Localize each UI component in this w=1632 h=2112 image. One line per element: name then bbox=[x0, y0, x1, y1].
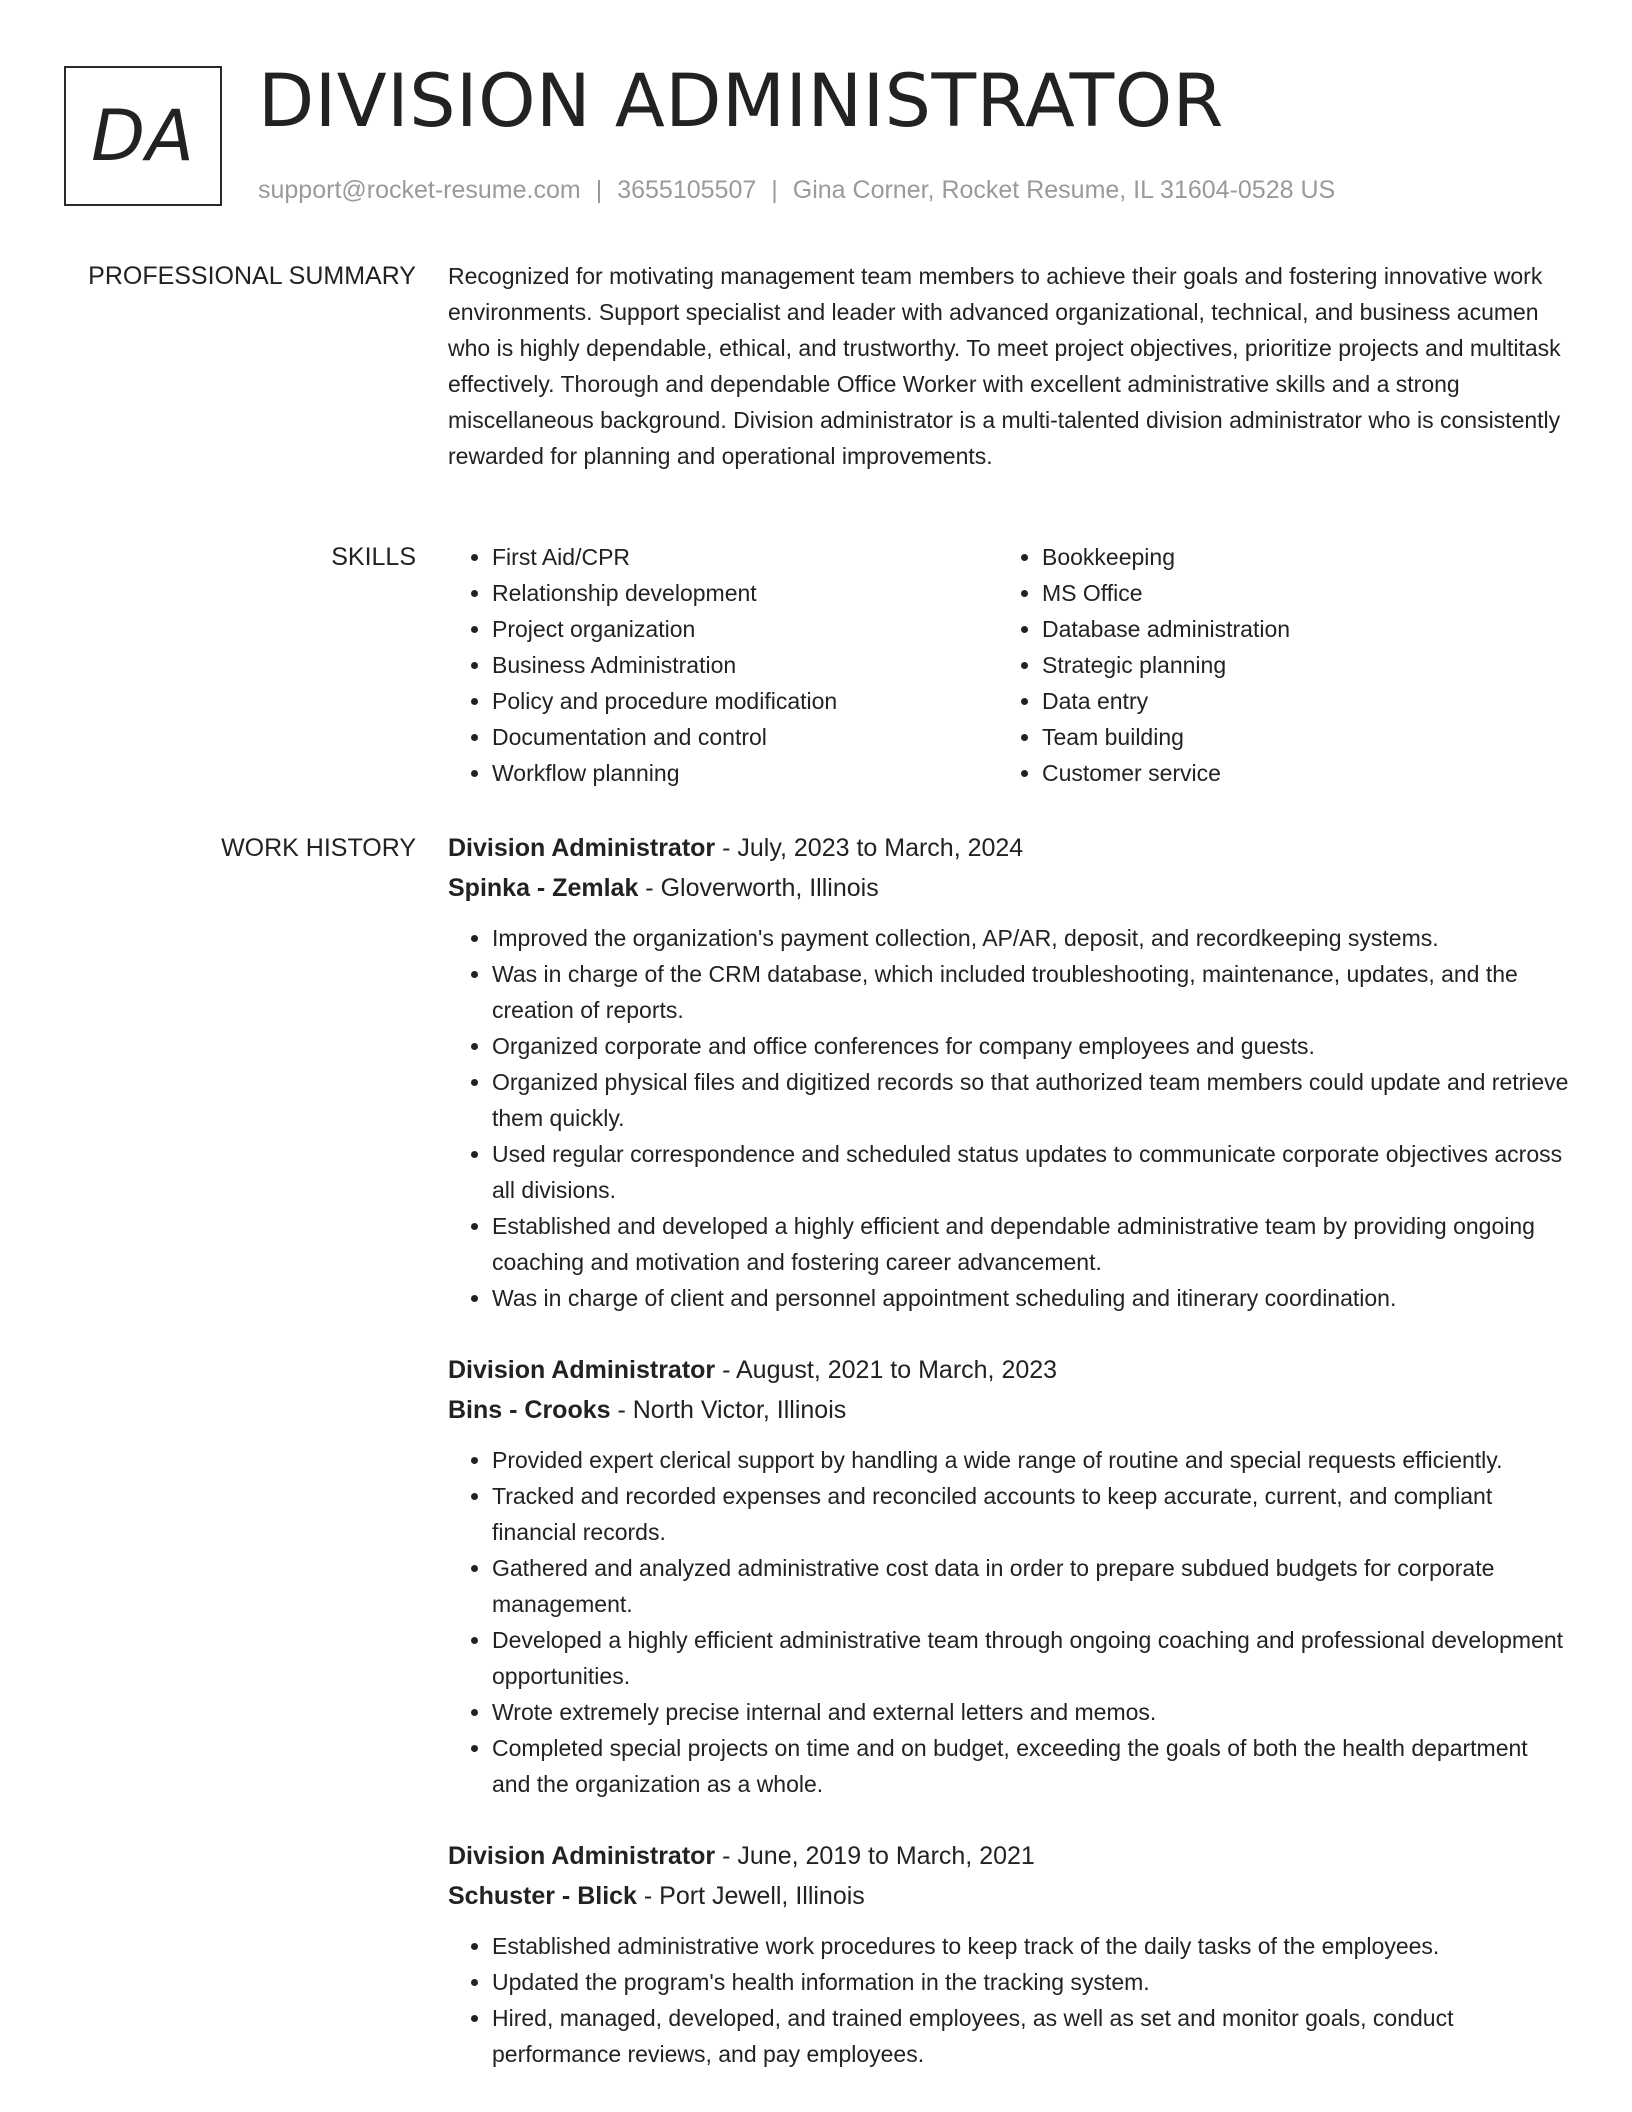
job-dates: - August, 2021 to March, 2023 bbox=[715, 1356, 1058, 1384]
contact-address: Gina Corner, Rocket Resume, IL 31604-0528 US bbox=[792, 176, 1336, 204]
skill-item: • Customer service bbox=[1042, 755, 1548, 791]
job-location: - Gloverworth, Illinois bbox=[638, 874, 879, 902]
job-bullet: • Developed a highly efficient administrative team through ongoing coaching and professional development opportunities. bbox=[492, 1622, 1572, 1694]
skill-item: • Project organization bbox=[492, 611, 998, 647]
job-bullet: • Updated the program's health information in the tracking system. bbox=[492, 1964, 1572, 2000]
job-title: Division Administrator bbox=[448, 1842, 716, 1870]
job-location: - North Victor, Illinois bbox=[610, 1396, 847, 1424]
skills-heading: SKILLS bbox=[331, 543, 416, 571]
job-company-line bbox=[448, 1876, 1572, 1916]
job-dates: - June, 2019 to March, 2021 bbox=[715, 1842, 1035, 1870]
contact-phone: 3655105507 bbox=[617, 176, 757, 204]
job-bullet: • Established administrative work procedures to keep track of the daily tasks of the employees. bbox=[492, 1928, 1572, 1964]
monogram-initials: DA bbox=[91, 95, 195, 177]
job-bullet: • Organized physical files and digitized records so that authorized team members could update and retrieve them quickly. bbox=[492, 1064, 1572, 1136]
skill-item: • Bookkeeping bbox=[1042, 539, 1548, 575]
monogram-badge bbox=[64, 66, 222, 206]
job-bullet: • Tracked and recorded expenses and reconciled accounts to keep accurate, current, and compliant financial records. bbox=[492, 1478, 1572, 1550]
job-bullet: • Wrote extremely precise internal and external letters and memos. bbox=[492, 1694, 1572, 1730]
job-title-line bbox=[448, 828, 1572, 868]
job-bullet-list bbox=[448, 1442, 1572, 1802]
summary-text: Recognized for motivating management team members to achieve their goals and fostering innovative work environments. Support specialist and leader with advanced organizational, technical, and business acumen who is highly dependable, ethical, and trustworthy. To meet project objectives, prioritize projects and multitask effectively. Thorough and dependable Office Worker with excellent administrative skills and a strong miscellaneous background. Division administrator is a multi-talented division administrator who is consistently rewarded for planning and operational improvements. bbox=[448, 263, 1561, 469]
job-company-line bbox=[448, 1390, 1572, 1430]
skill-item: • Documentation and control bbox=[492, 719, 998, 755]
contact-line bbox=[258, 172, 1335, 208]
skill-item: • First Aid/CPR bbox=[492, 539, 998, 575]
contact-separator: | bbox=[595, 176, 603, 204]
job-entry bbox=[448, 828, 1572, 1316]
skill-item: • Team building bbox=[1042, 719, 1548, 755]
job-bullet: • Was in charge of client and personnel appointment scheduling and itinerary coordination. bbox=[492, 1280, 1572, 1316]
skill-item: • Database administration bbox=[1042, 611, 1548, 647]
skill-item: • Policy and procedure modification bbox=[492, 683, 998, 719]
job-dates: - July, 2023 to March, 2024 bbox=[715, 834, 1024, 862]
job-company-line bbox=[448, 868, 1572, 908]
job-entry bbox=[448, 1350, 1572, 1802]
work-history-heading: WORK HISTORY bbox=[221, 834, 416, 862]
job-bullet: • Organized corporate and office conferences for company employees and guests. bbox=[492, 1028, 1572, 1064]
job-bullet: • Hired, managed, developed, and trained employees, as well as set and monitor goals, conduct performance reviews, and pay employees. bbox=[492, 2000, 1572, 2072]
job-entry bbox=[448, 1836, 1572, 2072]
job-bullet: • Established and developed a highly efficient and dependable administrative team by providing ongoing coaching and motivation and fostering career advancement. bbox=[492, 1208, 1572, 1280]
skill-item: • Business Administration bbox=[492, 647, 998, 683]
summary-heading: PROFESSIONAL SUMMARY bbox=[88, 262, 416, 290]
job-bullet: • Completed special projects on time and on budget, exceeding the goals of both the health department and the organization as a whole. bbox=[492, 1730, 1572, 1802]
summary-body bbox=[448, 258, 1572, 474]
skills-columns bbox=[448, 539, 1572, 791]
work-history-body bbox=[448, 828, 1572, 2106]
job-title-line bbox=[448, 1350, 1572, 1390]
job-bullet: • Improved the organization's payment collection, AP/AR, deposit, and recordkeeping systems. bbox=[492, 920, 1572, 956]
skills-column-left bbox=[448, 539, 998, 791]
contact-email: support@rocket-resume.com bbox=[258, 176, 581, 204]
job-bullet-list bbox=[448, 920, 1572, 1316]
skill-item: • Workflow planning bbox=[492, 755, 998, 791]
job-bullet: • Was in charge of the CRM database, which included troubleshooting, maintenance, updates, and the creation of reports. bbox=[492, 956, 1572, 1028]
page-title: DIVISION ADMINISTRATOR bbox=[258, 59, 1224, 144]
job-location: - Port Jewell, Illinois bbox=[636, 1882, 865, 1910]
job-bullet: • Used regular correspondence and scheduled status updates to communicate corporate objectives across all divisions. bbox=[492, 1136, 1572, 1208]
job-bullet: • Provided expert clerical support by handling a wide range of routine and special requests efficiently. bbox=[492, 1442, 1572, 1478]
job-company: Schuster - Blick bbox=[448, 1882, 637, 1910]
skills-body bbox=[448, 539, 1572, 791]
job-title: Division Administrator bbox=[448, 834, 716, 862]
skill-item: • MS Office bbox=[1042, 575, 1548, 611]
job-bullet-list bbox=[448, 1928, 1572, 2072]
skills-column-right bbox=[998, 539, 1548, 791]
job-title-line bbox=[448, 1836, 1572, 1876]
skill-item: • Data entry bbox=[1042, 683, 1548, 719]
job-bullet: • Gathered and analyzed administrative cost data in order to prepare subdued budgets for corporate management. bbox=[492, 1550, 1572, 1622]
job-company: Bins - Crooks bbox=[448, 1396, 611, 1424]
contact-separator: | bbox=[771, 176, 778, 204]
skill-item: • Strategic planning bbox=[1042, 647, 1548, 683]
job-company: Spinka - Zemlak bbox=[448, 874, 639, 902]
skill-item: • Relationship development bbox=[492, 575, 998, 611]
job-title: Division Administrator bbox=[448, 1356, 716, 1384]
